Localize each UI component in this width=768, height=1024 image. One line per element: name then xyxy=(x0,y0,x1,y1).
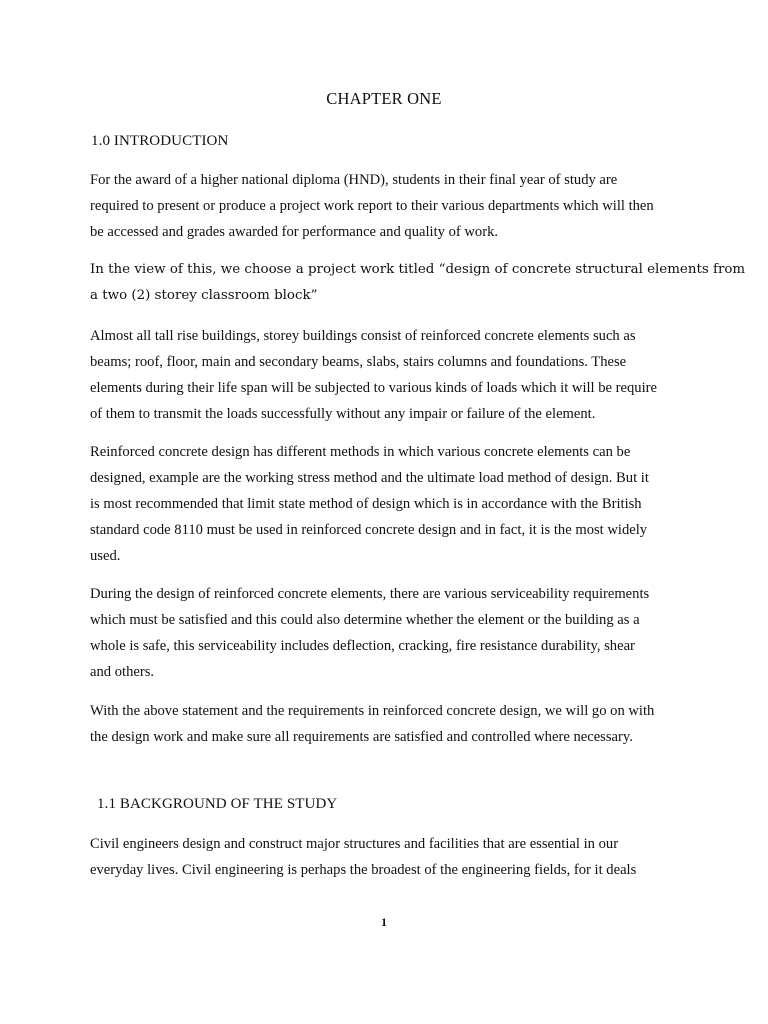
paragraph-line: used. xyxy=(90,548,121,564)
paragraph-line: the design work and make sure all requirements are satisfied and controlled where necessary. xyxy=(90,729,633,745)
paragraph-line: With the above statement and the requirements in reinforced concrete design, we will go on with xyxy=(90,703,655,719)
paragraph xyxy=(90,831,680,883)
paragraph-line: During the design of reinforced concrete elements, there are various serviceability requirements xyxy=(90,586,650,602)
paragraph-line: beams; roof, floor, main and secondary beams, slabs, stairs columns and foundations. These xyxy=(90,354,627,370)
paragraph-line: of them to transmit the loads successfully without any impair or failure of the element. xyxy=(90,406,596,422)
paragraph xyxy=(90,257,746,309)
paragraph xyxy=(90,439,680,569)
paragraph-line: required to present or produce a project work report to their various departments which will then xyxy=(90,198,654,214)
paragraph-line: standard code 8110 must be used in reinforced concrete design and in fact, it is the most widely xyxy=(90,522,648,538)
paragraph xyxy=(90,323,680,427)
paragraph-line: elements during their life span will be subjected to various kinds of loads which it will be require xyxy=(90,380,657,396)
paragraph xyxy=(90,581,680,685)
paragraph-line: is most recommended that limit state method of design which is in accordance with the British xyxy=(90,496,642,512)
paragraph-line: Almost all tall rise buildings, storey buildings consist of reinforced concrete elements such as xyxy=(90,328,636,344)
paragraph-line: In the view of this, we choose a project work titled “design of concrete structural elements from xyxy=(90,262,746,277)
paragraph-line: Reinforced concrete design has different methods in which various concrete elements can be xyxy=(90,444,631,460)
paragraph xyxy=(90,167,680,245)
paragraph-line: Civil engineers design and construct major structures and facilities that are essential in our xyxy=(90,836,619,852)
paragraph-line: everyday lives. Civil engineering is perhaps the broadest of the engineering fields, for it deals xyxy=(90,862,637,878)
paragraph-line: designed, example are the working stress method and the ultimate load method of design. But it xyxy=(90,470,649,486)
paragraph-line: a two (2) storey classroom block” xyxy=(90,288,318,303)
section-heading-introduction: 1.0 INTRODUCTION xyxy=(91,133,229,149)
paragraph-line: For the award of a higher national diploma (HND), students in their final year of study are xyxy=(90,172,618,188)
page-number: 1 xyxy=(381,915,387,929)
paragraph-line: whole is safe, this serviceability includes deflection, cracking, fire resistance durability, shear xyxy=(90,638,635,654)
section-heading-background: 1.1 BACKGROUND OF THE STUDY xyxy=(97,796,338,812)
paragraph xyxy=(90,698,680,750)
paragraph-line: which must be satisfied and this could also determine whether the element or the building as a xyxy=(90,612,640,628)
paragraph-line: and others. xyxy=(90,664,155,680)
paragraph-line: be accessed and grades awarded for performance and quality of work. xyxy=(90,224,499,240)
chapter-title: CHAPTER ONE xyxy=(326,89,442,108)
